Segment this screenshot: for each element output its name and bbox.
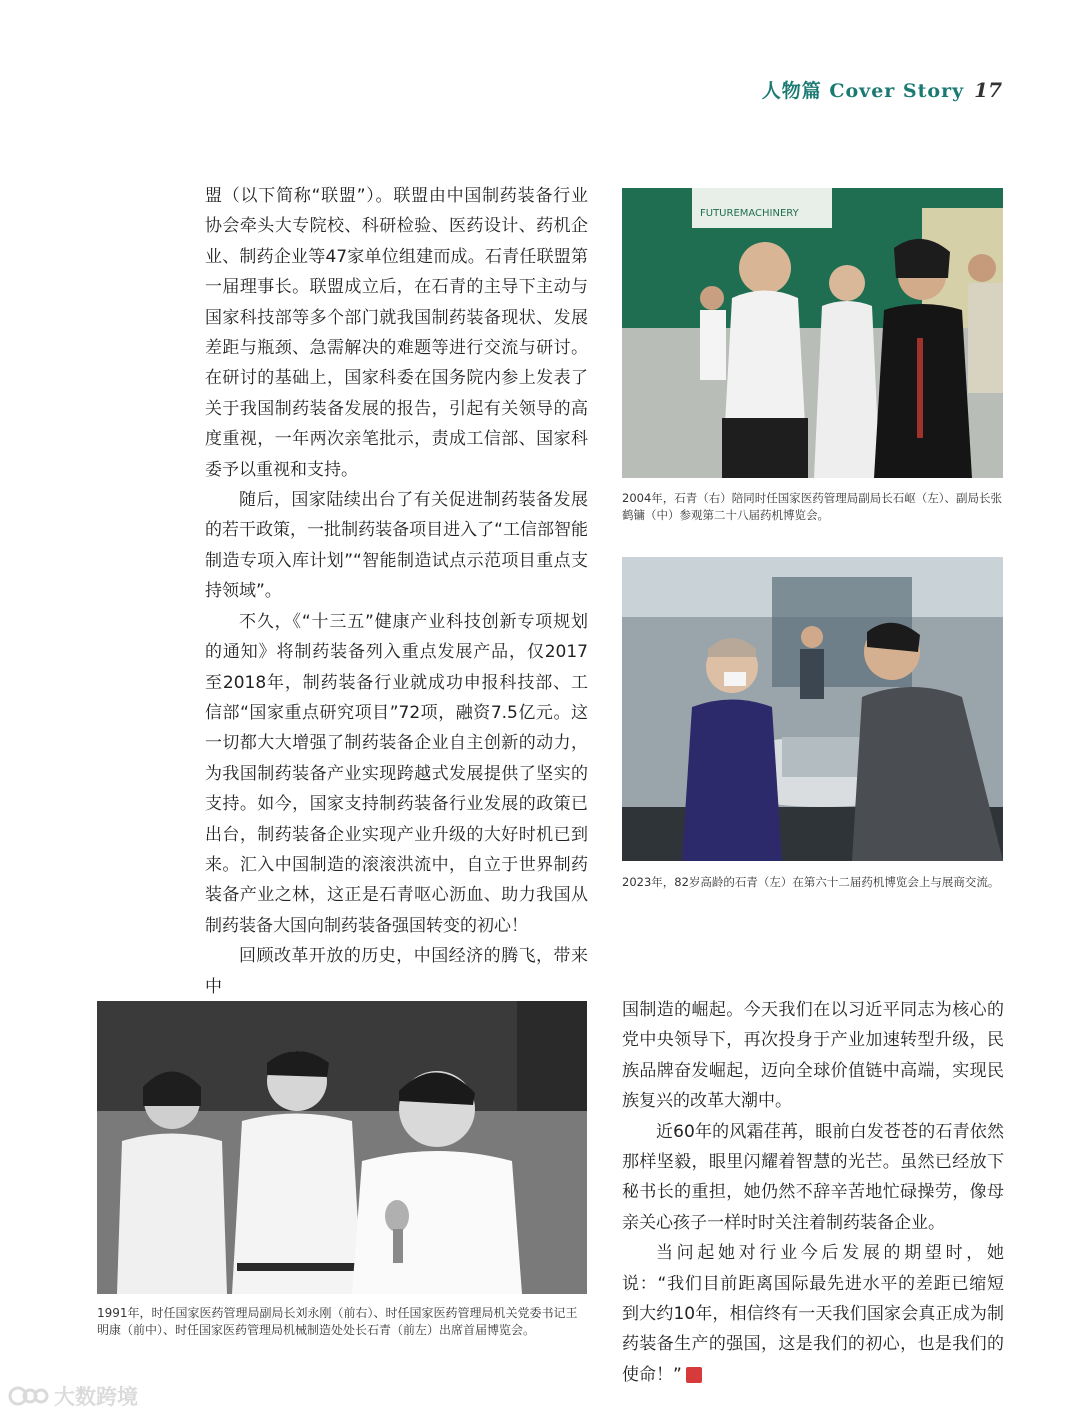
paragraph: 随后，国家陆续出台了有关促进制药装备发展的若干政策，一批制药装备项目进入了“工信部智能制造专项入库计划”“智能制造试点示范项目重点支持领域”。 [205, 490, 588, 602]
paragraph-text: 当问起她对行业今后发展的期望时，她说：“我们目前距离国际最先进水平的差距已缩短到大约10年，相信终有一天我们国家会真正成为制药装备生产的强国，这是我们的初心，也是我们的使命！” [622, 1243, 1004, 1385]
photo-2023-expo-exchange [622, 557, 1003, 861]
photo-1991-first-expo [97, 1001, 587, 1294]
left-text-column [205, 181, 588, 1002]
paragraph: 回顾改革开放的历史，中国经济的腾飞，带来中 [205, 946, 588, 997]
paragraph: 不久，《“十三五”健康产业科技创新专项规划的通知》将制药装备列入重点发展产品，仅2017至2018年，制药装备行业就成功申报科技部、工信部“国家重点研究项目”72项，融资7.5亿元。这一切都大大增强了制药装备企业自主创新的动力，为我国制药装备产业实现跨越式发展提供了坚实的支持。如今，国家支持制药装备行业发展的政策已出台，制药装备企业实现产业升级的大好时机已到来。汇入中国制造的滚滚洪流中，自立于世界制药装备产业之林，这正是石青呕心沥血、助力我国从制药装备大国向制药装备强国转变的初心！ [205, 611, 588, 936]
photo-2023-illustration [622, 557, 1003, 861]
paragraph: 近60年的风霜荏苒，眼前白发苍苍的石青依然那样坚毅，眼里闪耀着智慧的光芒。虽然已经放下秘书长的重担，她仍然不辞辛苦地忙碌操劳，像母亲关心孩子一样时时关注着制药装备企业。 [622, 1121, 1004, 1233]
paragraph [622, 1238, 1004, 1390]
page-number: 17 [974, 78, 1002, 102]
photo-1991-illustration [97, 1001, 587, 1294]
right-text-column [622, 995, 1004, 1390]
photo-2004-illustration [622, 188, 1003, 478]
running-head [762, 76, 1002, 103]
photo-2004-expo-visit [622, 188, 1003, 478]
photo-2023-caption: 2023年，82岁高龄的石青（左）在第六十二届药机博览会上与展商交流。 [622, 875, 1000, 889]
booth-sign-text: FUTUREMACHINERY [700, 208, 799, 219]
photo-1991-caption: 1991年，时任国家医药管理局副局长刘永刚（前右）、时任国家医药管理局机关党委书记王明康（前中）、时任国家医药管理局机械制造处处长石青（前左）出席首届博览会。 [97, 1306, 578, 1337]
watermark [8, 1381, 138, 1411]
end-of-article-mark: G [686, 1367, 702, 1383]
paragraph: 国制造的崛起。今天我们在以习近平同志为核心的党中央领导下，再次投身于产业加速转型升级，民族品牌奋发崛起，迈向全球价值链中高端，实现民族复兴的改革大潮中。 [622, 1000, 1004, 1112]
section-label: 人物篇 Cover Story [761, 80, 965, 102]
photo-2004-caption: 2004年，石青（右）陪同时任国家医药管理局副局长石岖（左）、副局长张鹤镛（中）参观第二十八届药机博览会。 [622, 491, 1003, 522]
paragraph: 盟（以下简称“联盟”）。联盟由中国制药装备行业协会牵头大专院校、科研检验、医药设计、药机企业、制药企业等47家单位组建而成。石青任联盟第一届理事长。联盟成立后，在石青的主导下主动与国家科技部等多个部门就我国制药装备现状、发展差距与瓶颈、急需解决的难题等进行交流与研讨。在研讨的基础上，国家科委在国务院内参上发表了关于我国制药装备发展的报告，引起有关领导的高度重视，一年两次亲笔批示，责成工信部、国家科委予以重视和支持。 [205, 186, 588, 480]
watermark-text: 大数跨境 [54, 1385, 138, 1409]
watermark-logo-icon [8, 1384, 50, 1408]
